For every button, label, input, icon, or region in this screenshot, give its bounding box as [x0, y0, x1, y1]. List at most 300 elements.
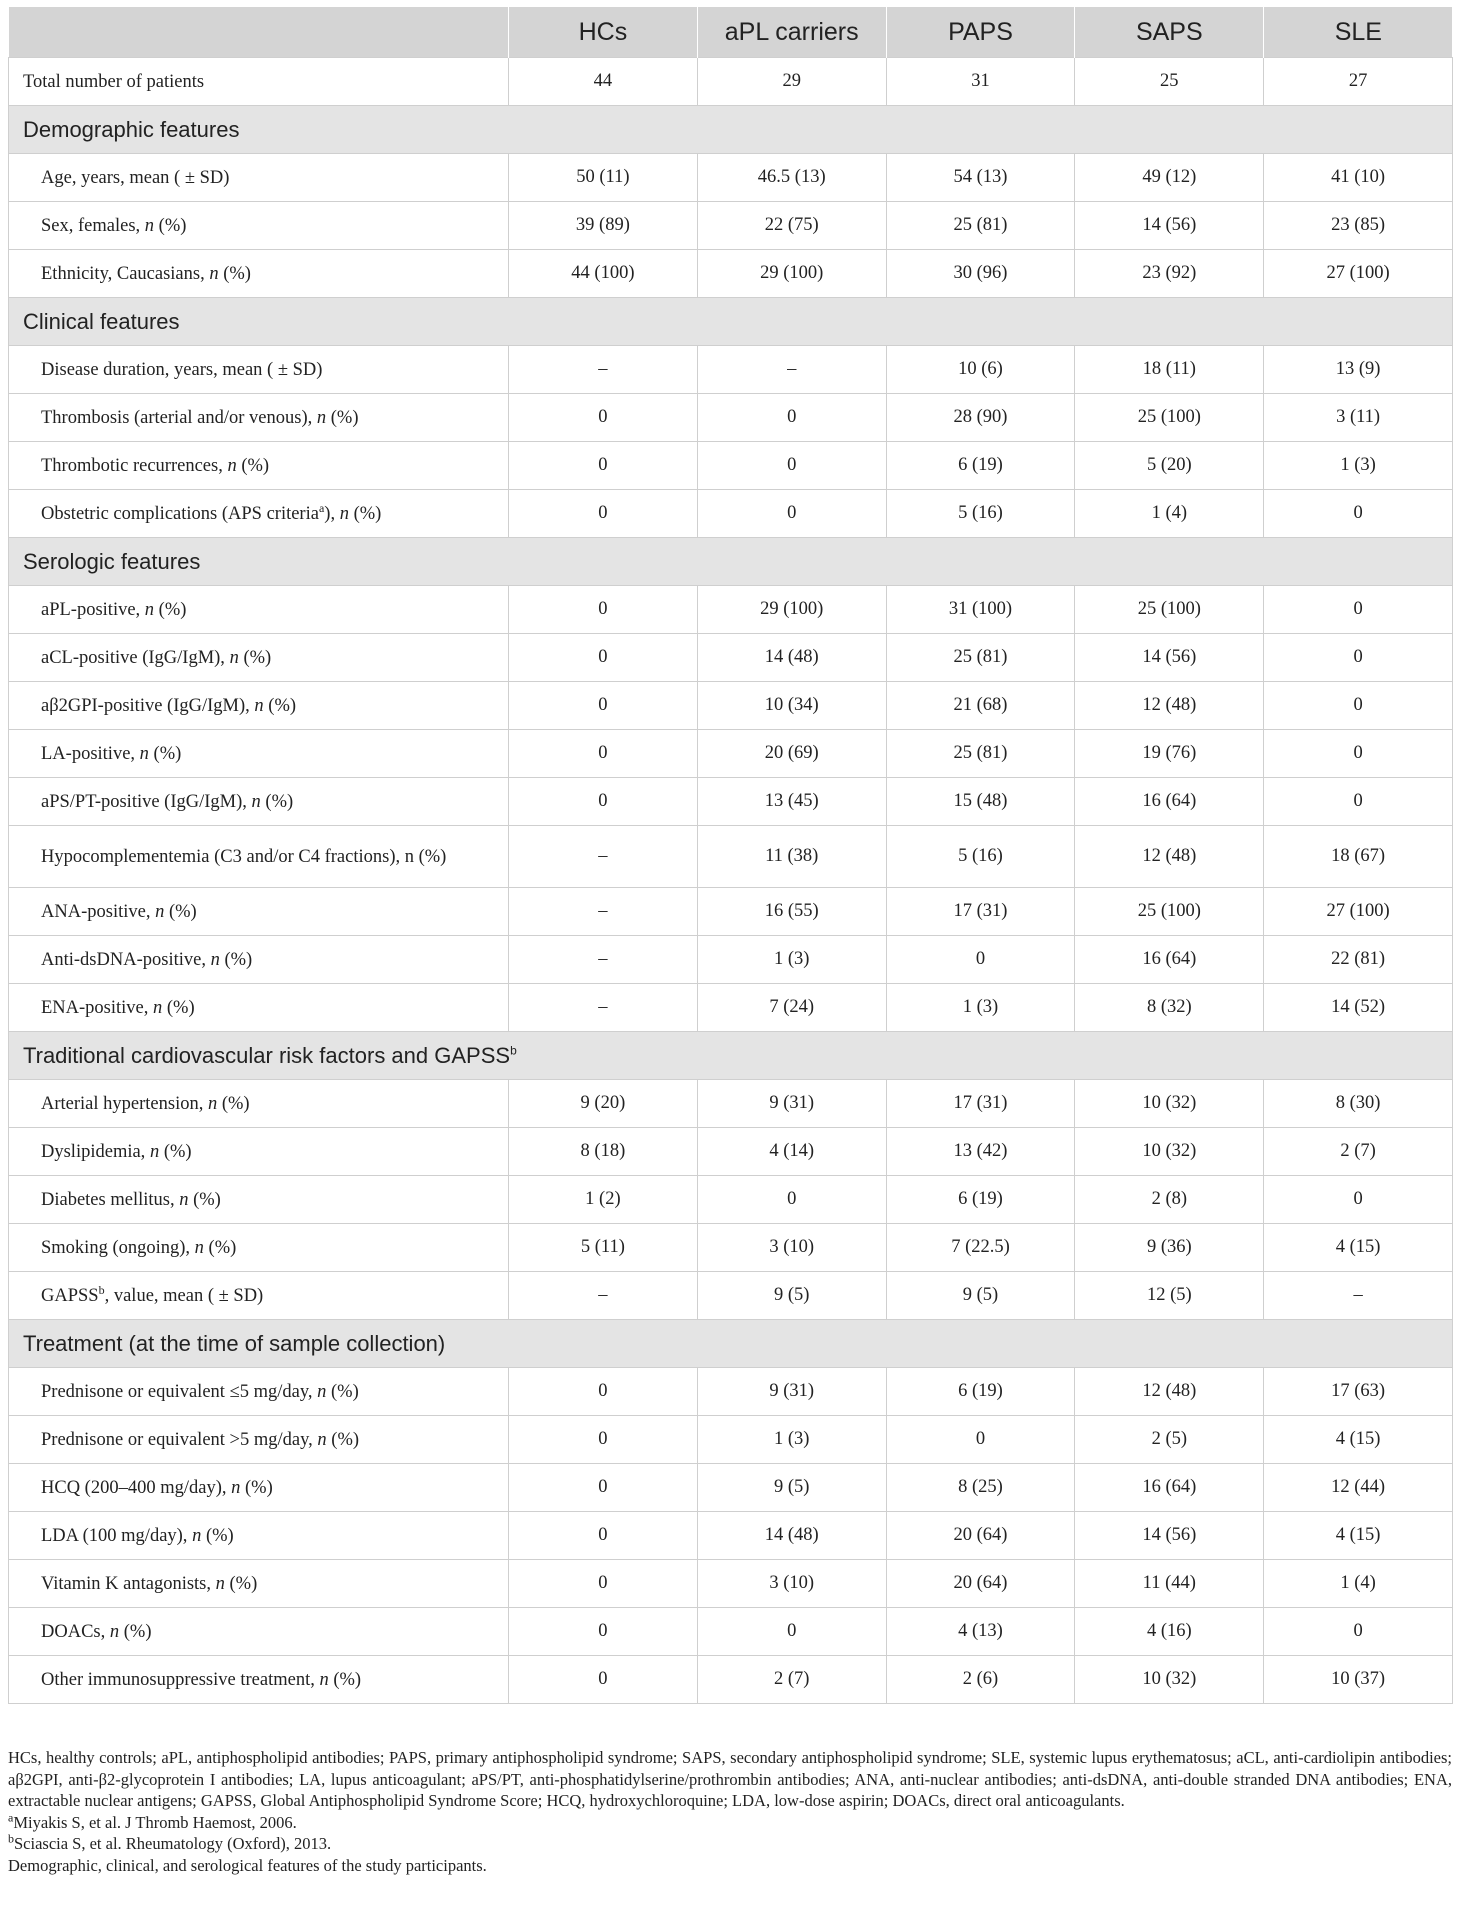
cell: 6 (19) — [886, 1368, 1075, 1416]
cell: 0 — [1264, 682, 1453, 730]
cell: 0 — [509, 1608, 698, 1656]
table-caption: Demographic, clinical, and serological features of the study participants. — [8, 1855, 487, 1875]
cell: 25 — [1075, 58, 1264, 106]
row-label — [9, 1656, 509, 1704]
cell: 22 (75) — [697, 202, 886, 250]
row-label-suffix: (%) — [260, 791, 294, 812]
header-row — [9, 7, 1453, 58]
row-label-text: Other immunosuppressive treatment, — [41, 1669, 320, 1690]
section-title-text: Treatment (at the time of sample collection) — [23, 1330, 446, 1356]
table-row — [9, 442, 1453, 490]
cell: 12 (48) — [1075, 826, 1264, 888]
row-label — [9, 1416, 509, 1464]
cell: 8 (25) — [886, 1464, 1075, 1512]
row-label-italic: n — [209, 263, 219, 284]
row-label-text: Sex, females, — [41, 215, 145, 236]
table-footnotes — [8, 1747, 1452, 1876]
cell: 9 (5) — [697, 1272, 886, 1320]
cell: 3 (10) — [697, 1560, 886, 1608]
cell: 49 (12) — [1075, 154, 1264, 202]
cell: 14 (56) — [1075, 202, 1264, 250]
cell: 25 (100) — [1075, 586, 1264, 634]
section-title-text: Serologic features — [23, 548, 201, 574]
cell: 29 — [697, 58, 886, 106]
cell: 14 (48) — [697, 634, 886, 682]
cell: 1 (4) — [1075, 490, 1264, 538]
cell: 0 — [509, 1656, 698, 1704]
section-title-text: Traditional cardiovascular risk factors and GAPSS — [23, 1042, 511, 1068]
cell: 0 — [509, 634, 698, 682]
table-row — [9, 1608, 1453, 1656]
cell: 9 (5) — [697, 1464, 886, 1512]
cell: 10 (32) — [1075, 1656, 1264, 1704]
row-label-italic: n — [179, 1189, 189, 1210]
table-row — [9, 394, 1453, 442]
cell: 0 — [509, 682, 698, 730]
row-label-italic: n — [153, 997, 163, 1018]
row-label-suffix: (%) — [326, 1381, 359, 1402]
cell: 15 (48) — [886, 778, 1075, 826]
cell: 31 (100) — [886, 586, 1075, 634]
row-label-text: HCQ (200–400 mg/day), — [41, 1477, 232, 1498]
row-label — [9, 442, 509, 490]
cell: 46.5 (13) — [697, 154, 886, 202]
row-label: Total number of patients — [9, 58, 509, 106]
table-row — [9, 1512, 1453, 1560]
cell: 1 (4) — [1264, 1560, 1453, 1608]
row-label-suffix: (%) — [218, 263, 251, 284]
row-label — [9, 1608, 509, 1656]
cell: 0 — [1264, 1608, 1453, 1656]
cell: 1 (3) — [886, 984, 1075, 1032]
row-label — [9, 730, 509, 778]
cell: 10 (37) — [1264, 1656, 1453, 1704]
section-header-row — [9, 1320, 1453, 1368]
cell: 13 (9) — [1264, 346, 1453, 394]
row-label-italic: n — [144, 215, 155, 236]
cell: 12 (5) — [1075, 1272, 1264, 1320]
row-label-suffix: (%) — [154, 215, 187, 236]
cell: 1 (3) — [697, 1416, 886, 1464]
row-label-suffix: (%) — [217, 1093, 250, 1114]
row-label-suffix: (%) — [328, 1669, 362, 1690]
cell: 11 (44) — [1075, 1560, 1264, 1608]
row-label-text: Thrombosis (arterial and/or venous), — [41, 407, 317, 428]
cell: 54 (13) — [886, 154, 1075, 202]
cell: 0 — [886, 1416, 1075, 1464]
row-label-text: aPL-positive, — [41, 599, 145, 620]
footnote-a — [8, 1812, 1452, 1834]
row-label-text: Dyslipidemia, — [41, 1141, 150, 1162]
row-label-italic: n — [229, 647, 239, 668]
row-label-text: Hypocomplementemia (C3 and/or C4 fractions), n (%) — [41, 846, 447, 867]
cell: 50 (11) — [509, 154, 698, 202]
row-label — [9, 984, 509, 1032]
cell: 30 (96) — [886, 250, 1075, 298]
cell: 21 (68) — [886, 682, 1075, 730]
row-label-text: Thrombotic recurrences, — [41, 455, 228, 476]
cell: 12 (48) — [1075, 1368, 1264, 1416]
row-label-italic: n — [139, 743, 149, 764]
section-title-text: Clinical features — [23, 308, 180, 334]
row-label-suffix: (%) — [188, 1189, 221, 1210]
row-label-italic: n — [317, 1381, 327, 1402]
row-label-suffix: (%) — [326, 1429, 360, 1450]
row-label-text: aPS/PT-positive (IgG/IgM), — [41, 791, 252, 812]
cell: 27 — [1264, 58, 1453, 106]
cell: 9 (31) — [697, 1368, 886, 1416]
cell: 10 (6) — [886, 346, 1075, 394]
cell: 0 — [886, 936, 1075, 984]
table-row — [9, 490, 1453, 538]
row-label-italic: n — [194, 1237, 204, 1258]
cell: 19 (76) — [1075, 730, 1264, 778]
cell: 8 (32) — [1075, 984, 1264, 1032]
table-row — [9, 154, 1453, 202]
cell: 12 (44) — [1264, 1464, 1453, 1512]
row-label-italic: n — [109, 1621, 120, 1642]
row-label — [9, 682, 509, 730]
cell: 0 — [1264, 1176, 1453, 1224]
row-label-text: LA-positive, — [41, 743, 140, 764]
row-label-text: aCL-positive (IgG/IgM), — [41, 647, 230, 668]
footnote-b-mark: b — [8, 1831, 14, 1846]
row-label-sup: b — [98, 1282, 105, 1297]
row-label-suffix: (%) — [162, 997, 195, 1018]
table-row — [9, 730, 1453, 778]
row-label-suffix: (%) — [236, 455, 270, 476]
table-row — [9, 1656, 1453, 1704]
cell: 0 — [697, 442, 886, 490]
section-title — [9, 538, 1453, 586]
cell: 4 (15) — [1264, 1224, 1453, 1272]
row-label-italic: n — [215, 1573, 225, 1594]
section-header-row — [9, 106, 1453, 154]
cell: – — [509, 1272, 698, 1320]
cell: 0 — [1264, 778, 1453, 826]
section-title — [9, 1320, 1453, 1368]
cell: 7 (22.5) — [886, 1224, 1075, 1272]
header-cell-apl-carriers: aPL carriers — [697, 7, 886, 58]
row-label-italic: n — [317, 1429, 327, 1450]
row-label-suffix: (%) — [219, 949, 253, 970]
table-row — [9, 826, 1453, 888]
cell: 0 — [1264, 634, 1453, 682]
row-label-italic: n — [192, 1525, 202, 1546]
row-label-text: Vitamin K antagonists, — [41, 1573, 216, 1594]
row-label-suffix: (%) — [119, 1621, 152, 1642]
cell: 14 (56) — [1075, 634, 1264, 682]
cell: 5 (16) — [886, 490, 1075, 538]
cell: 9 (5) — [886, 1272, 1075, 1320]
table-row — [9, 1128, 1453, 1176]
header-cell-saps: SAPS — [1075, 7, 1264, 58]
section-title — [9, 298, 1453, 346]
cell: 16 (64) — [1075, 778, 1264, 826]
cell: 25 (81) — [886, 202, 1075, 250]
data-table — [8, 7, 1453, 1704]
table-row — [9, 634, 1453, 682]
table-row — [9, 1560, 1453, 1608]
row-label — [9, 1176, 509, 1224]
cell: 14 (56) — [1075, 1512, 1264, 1560]
row-label-italic: n — [227, 455, 237, 476]
table-row — [9, 1176, 1453, 1224]
table-row — [9, 888, 1453, 936]
row-label-suffix: (%) — [201, 1525, 234, 1546]
row-label — [9, 634, 509, 682]
cell: 1 (2) — [509, 1176, 698, 1224]
cell: 2 (7) — [1264, 1128, 1453, 1176]
row-label-suffix: (%) — [159, 1141, 192, 1162]
row-label-text: Obstetric complications (APS criteria — [41, 503, 319, 524]
row-label-suffix: (%) — [240, 1477, 273, 1498]
table-container — [8, 7, 1452, 1704]
table-row — [9, 936, 1453, 984]
cell: 6 (19) — [886, 1176, 1075, 1224]
row-label — [9, 202, 509, 250]
cell: 0 — [509, 1368, 698, 1416]
cell: 9 (36) — [1075, 1224, 1264, 1272]
row-label-italic: n — [207, 1093, 218, 1114]
cell: 9 (20) — [509, 1080, 698, 1128]
table-body — [9, 58, 1453, 1704]
cell: 0 — [509, 586, 698, 634]
table-row — [9, 1368, 1453, 1416]
cell: 0 — [509, 490, 698, 538]
table-row — [9, 586, 1453, 634]
cell: 28 (90) — [886, 394, 1075, 442]
cell: 0 — [697, 394, 886, 442]
row-label-text: Prednisone or equivalent >5 mg/day, — [41, 1429, 318, 1450]
row-label-suffix: (%) — [263, 695, 297, 716]
row-label-sup: a — [318, 500, 325, 515]
cell: 0 — [509, 778, 698, 826]
cell: 0 — [697, 490, 886, 538]
row-label-text: Ethnicity, Caucasians, — [41, 263, 210, 284]
row-label — [9, 936, 509, 984]
cell: 2 (8) — [1075, 1176, 1264, 1224]
cell: 23 (85) — [1264, 202, 1453, 250]
cell: 20 (64) — [886, 1512, 1075, 1560]
row-label — [9, 154, 509, 202]
row-label-italic: n — [319, 1669, 329, 1690]
section-title-sup: b — [510, 1043, 517, 1058]
section-title — [9, 1032, 1453, 1080]
row-label — [9, 1128, 509, 1176]
cell: 17 (63) — [1264, 1368, 1453, 1416]
section-title-text: Demographic features — [23, 116, 240, 142]
cell: 16 (55) — [697, 888, 886, 936]
cell: 7 (24) — [697, 984, 886, 1032]
cell: 17 (31) — [886, 1080, 1075, 1128]
cell: 5 (20) — [1075, 442, 1264, 490]
cell: 22 (81) — [1264, 936, 1453, 984]
cell: 0 — [697, 1176, 886, 1224]
cell: 25 (100) — [1075, 888, 1264, 936]
row-label-text: GAPSS — [41, 1285, 99, 1306]
cell: 8 (30) — [1264, 1080, 1453, 1128]
cell: 0 — [509, 1416, 698, 1464]
header-cell-empty — [9, 7, 509, 58]
table-row — [9, 778, 1453, 826]
cell: 18 (67) — [1264, 826, 1453, 888]
cell: 14 (48) — [697, 1512, 886, 1560]
cell: 4 (14) — [697, 1128, 886, 1176]
header-cell-hcs: HCs — [509, 7, 698, 58]
table-row — [9, 1464, 1453, 1512]
cell: 0 — [509, 1560, 698, 1608]
cell: 9 (31) — [697, 1080, 886, 1128]
cell: 12 (48) — [1075, 682, 1264, 730]
table-row — [9, 984, 1453, 1032]
cell: 20 (64) — [886, 1560, 1075, 1608]
cell: 4 (15) — [1264, 1512, 1453, 1560]
row-label-italic: n — [155, 901, 165, 922]
total-row — [9, 58, 1453, 106]
cell: 2 (7) — [697, 1656, 886, 1704]
cell: 20 (69) — [697, 730, 886, 778]
table-row — [9, 1224, 1453, 1272]
cell: 8 (18) — [509, 1128, 698, 1176]
row-label-text: Anti-dsDNA-positive, — [41, 949, 211, 970]
row-label — [9, 1080, 509, 1128]
table-row — [9, 1272, 1453, 1320]
row-label — [9, 1512, 509, 1560]
cell: 44 — [509, 58, 698, 106]
row-label-suffix: (%) — [203, 1237, 237, 1258]
cell: 1 (3) — [697, 936, 886, 984]
row-label-text: Diabetes mellitus, — [41, 1189, 180, 1210]
cell: 16 (64) — [1075, 1464, 1264, 1512]
cell: 11 (38) — [697, 826, 886, 888]
cell: – — [509, 826, 698, 888]
row-label-suffix: (%) — [154, 599, 187, 620]
cell: – — [509, 984, 698, 1032]
cell: 25 (81) — [886, 634, 1075, 682]
cell: 14 (52) — [1264, 984, 1453, 1032]
row-label — [9, 394, 509, 442]
row-label-italic: n — [231, 1477, 241, 1498]
cell: 0 — [509, 1512, 698, 1560]
footnote-a-mark: a — [8, 1810, 14, 1824]
cell: 0 — [509, 1464, 698, 1512]
cell: 0 — [509, 442, 698, 490]
row-label — [9, 826, 509, 888]
row-label — [9, 1464, 509, 1512]
cell: 13 (45) — [697, 778, 886, 826]
row-label — [9, 1224, 509, 1272]
row-label — [9, 346, 509, 394]
cell: 31 — [886, 58, 1075, 106]
table-row — [9, 1416, 1453, 1464]
row-label-text: ENA-positive, — [41, 997, 154, 1018]
row-label-text: Disease duration, years, mean ( ± SD) — [41, 359, 323, 380]
table-row — [9, 346, 1453, 394]
cell: 3 (11) — [1264, 394, 1453, 442]
cell: 25 (81) — [886, 730, 1075, 778]
footnote-b-text: Sciascia S, et al. Rheumatology (Oxford), 2013. — [14, 1834, 332, 1853]
cell: 17 (31) — [886, 888, 1075, 936]
cell: 3 (10) — [697, 1224, 886, 1272]
cell: 41 (10) — [1264, 154, 1453, 202]
row-label-italic: n — [339, 503, 349, 524]
cell: 39 (89) — [509, 202, 698, 250]
cell: 0 — [1264, 730, 1453, 778]
row-label — [9, 1272, 509, 1320]
cell: 4 (16) — [1075, 1608, 1264, 1656]
cell: 0 — [697, 1608, 886, 1656]
row-label-italic: n — [149, 1141, 160, 1162]
abbreviations-note: HCs, healthy controls; aPL, antiphospholipid antibodies; PAPS, primary antiphospholipid syndrome; SAPS, secondary antiphospholipid syndrome; SLE, systemic lupus erythematosus; aCL, anti-cardiolipin antibodies; aβ2GPI, anti-β2-glycoprotein I antibodies; LA, lupus anticoagulant; aPS/PT, anti-phosphatidylserine/prothrombin antibodies; ANA, anti-nuclear antibodies; anti-dsDNA, anti-double stranded DNA antibodies; ENA, extractable nuclear antigens; GAPSS, Global Antiphospholipid Syndrome Score; HCQ, hydroxychloroquine; LDA, low-dose aspirin; DOACs, direct oral anticoagulants. — [8, 1748, 1452, 1810]
cell: 2 (6) — [886, 1656, 1075, 1704]
row-label-italic: n — [210, 949, 220, 970]
row-label-italic: n — [254, 695, 264, 716]
row-label — [9, 1368, 509, 1416]
row-label-italic: n — [251, 791, 261, 812]
cell: 25 (100) — [1075, 394, 1264, 442]
cell: – — [1264, 1272, 1453, 1320]
cell: 0 — [1264, 586, 1453, 634]
row-label — [9, 586, 509, 634]
cell: 1 (3) — [1264, 442, 1453, 490]
row-label-text-cont: , value, mean ( ± SD) — [104, 1285, 264, 1306]
cell: 10 (34) — [697, 682, 886, 730]
row-label — [9, 490, 509, 538]
row-label-suffix: (%) — [224, 1573, 258, 1594]
header-cell-paps: PAPS — [886, 7, 1075, 58]
row-label — [9, 888, 509, 936]
cell: 16 (64) — [1075, 936, 1264, 984]
cell: 5 (11) — [509, 1224, 698, 1272]
row-label-suffix: (%) — [164, 901, 197, 922]
cell: 44 (100) — [509, 250, 698, 298]
cell: 10 (32) — [1075, 1128, 1264, 1176]
cell: 5 (16) — [886, 826, 1075, 888]
cell: 10 (32) — [1075, 1080, 1264, 1128]
section-header-row — [9, 538, 1453, 586]
row-label — [9, 250, 509, 298]
cell: 18 (11) — [1075, 346, 1264, 394]
row-label-text: ANA-positive, — [41, 901, 156, 922]
row-label-suffix: (%) — [326, 407, 359, 428]
cell: 4 (13) — [886, 1608, 1075, 1656]
cell: 27 (100) — [1264, 250, 1453, 298]
row-label-suffix: (%) — [348, 503, 382, 524]
row-label-text: LDA (100 mg/day), — [41, 1525, 193, 1546]
row-label-text: aβ2GPI-positive (IgG/IgM), — [41, 695, 255, 716]
table-row — [9, 202, 1453, 250]
row-label-italic: n — [316, 407, 327, 428]
section-title — [9, 106, 1453, 154]
cell: 0 — [1264, 490, 1453, 538]
cell: – — [697, 346, 886, 394]
section-header-row — [9, 298, 1453, 346]
cell: 13 (42) — [886, 1128, 1075, 1176]
row-label-text-cont: ), — [324, 503, 340, 524]
cell: 23 (92) — [1075, 250, 1264, 298]
cell: – — [509, 936, 698, 984]
cell: – — [509, 346, 698, 394]
table-row — [9, 250, 1453, 298]
cell: 29 (100) — [697, 250, 886, 298]
row-label-text: DOACs, — [41, 1621, 110, 1642]
header-cell-sle: SLE — [1264, 7, 1453, 58]
row-label-italic: n — [144, 599, 155, 620]
row-label-text: Age, years, mean ( ± SD) — [41, 167, 230, 188]
table-row — [9, 1080, 1453, 1128]
cell: 0 — [509, 394, 698, 442]
